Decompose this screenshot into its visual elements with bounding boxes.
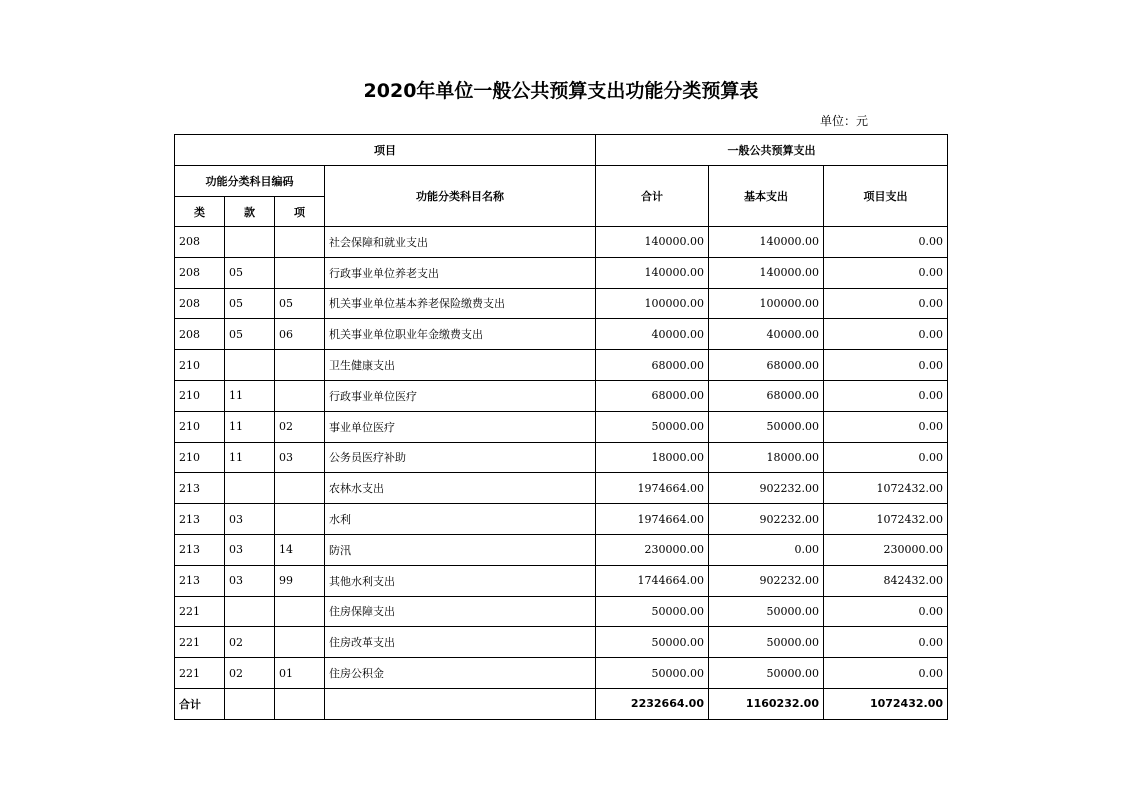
cell-basic: 0.00 — [709, 534, 824, 565]
cell-total: 140000.00 — [596, 257, 709, 288]
cell-project: 0.00 — [824, 411, 948, 442]
cell-kuan — [225, 596, 275, 627]
cell-kuan: 03 — [225, 504, 275, 535]
table-row — [175, 257, 948, 288]
cell-lei: 210 — [175, 350, 225, 381]
cell-lei: 210 — [175, 442, 225, 473]
cell-name: 防汛 — [325, 534, 596, 565]
cell-lei: 221 — [175, 627, 225, 658]
table-row — [175, 350, 948, 381]
cell-lei: 208 — [175, 319, 225, 350]
cell-name: 卫生健康支出 — [325, 350, 596, 381]
cell-total: 100000.00 — [596, 288, 709, 319]
cell-kuan: 03 — [225, 565, 275, 596]
budget-table — [174, 134, 948, 720]
cell-name: 社会保障和就业支出 — [325, 227, 596, 258]
cell-name: 机关事业单位职业年金缴费支出 — [325, 319, 596, 350]
cell-kuan: 05 — [225, 257, 275, 288]
cell-project: 0.00 — [824, 627, 948, 658]
cell-basic: 100000.00 — [709, 288, 824, 319]
cell-total: 68000.00 — [596, 380, 709, 411]
header-xiang: 项 — [275, 197, 325, 227]
cell-xiang: 06 — [275, 319, 325, 350]
cell-basic: 902232.00 — [709, 473, 824, 504]
cell-project: 0.00 — [824, 257, 948, 288]
cell-name: 公务员医疗补助 — [325, 442, 596, 473]
header-total: 合计 — [596, 166, 709, 227]
cell-xiang: 14 — [275, 534, 325, 565]
cell-project: 1072432.00 — [824, 473, 948, 504]
table-row — [175, 534, 948, 565]
cell-xiang: 05 — [275, 288, 325, 319]
cell-total: 230000.00 — [596, 534, 709, 565]
cell-basic: 140000.00 — [709, 227, 824, 258]
cell-kuan — [225, 473, 275, 504]
table-row — [175, 596, 948, 627]
cell-kuan: 11 — [225, 442, 275, 473]
cell-lei: 221 — [175, 596, 225, 627]
cell-kuan — [225, 350, 275, 381]
header-kuan: 款 — [225, 197, 275, 227]
cell-project: 0.00 — [824, 227, 948, 258]
cell-total: 50000.00 — [596, 596, 709, 627]
header-project: 项目 — [175, 135, 596, 166]
cell-kuan: 02 — [225, 627, 275, 658]
cell-lei: 213 — [175, 534, 225, 565]
cell-basic: 40000.00 — [709, 319, 824, 350]
cell-xiang — [275, 380, 325, 411]
cell-project: 0.00 — [824, 596, 948, 627]
header-general-budget: 一般公共预算支出 — [596, 135, 948, 166]
cell-xiang: 01 — [275, 658, 325, 689]
table-row — [175, 504, 948, 535]
cell-name: 住房保障支出 — [325, 596, 596, 627]
cell-xiang — [275, 350, 325, 381]
cell-xiang — [275, 257, 325, 288]
cell-basic: 140000.00 — [709, 257, 824, 288]
cell-xiang: 02 — [275, 411, 325, 442]
table-row — [175, 658, 948, 689]
cell-project: 230000.00 — [824, 534, 948, 565]
cell-kuan: 05 — [225, 288, 275, 319]
cell-lei: 213 — [175, 473, 225, 504]
cell-lei: 210 — [175, 380, 225, 411]
table-row — [175, 288, 948, 319]
cell-total: 40000.00 — [596, 319, 709, 350]
cell-lei: 210 — [175, 411, 225, 442]
cell-kuan: 05 — [225, 319, 275, 350]
cell-name: 机关事业单位基本养老保险缴费支出 — [325, 288, 596, 319]
cell-project: 0.00 — [824, 658, 948, 689]
table-row — [175, 411, 948, 442]
table-row — [175, 380, 948, 411]
cell-project: 1072432.00 — [824, 504, 948, 535]
cell-lei: 221 — [175, 658, 225, 689]
cell-kuan: 02 — [225, 658, 275, 689]
cell-name: 农林水支出 — [325, 473, 596, 504]
table-row — [175, 227, 948, 258]
cell-total: 1744664.00 — [596, 565, 709, 596]
cell-total: 1974664.00 — [596, 473, 709, 504]
cell-total: 140000.00 — [596, 227, 709, 258]
page-title: 2020年单位一般公共预算支出功能分类预算表 — [363, 80, 759, 102]
header-name: 功能分类科目名称 — [325, 166, 596, 227]
total-xiang — [275, 688, 325, 719]
cell-lei: 213 — [175, 504, 225, 535]
total-kuan — [225, 688, 275, 719]
unit-label: 单位：元 — [820, 114, 869, 128]
total-basic: 1160232.00 — [709, 688, 824, 719]
cell-xiang — [275, 596, 325, 627]
cell-total: 1974664.00 — [596, 504, 709, 535]
cell-basic: 50000.00 — [709, 658, 824, 689]
cell-total: 50000.00 — [596, 411, 709, 442]
cell-xiang — [275, 627, 325, 658]
table-row — [175, 565, 948, 596]
table-row — [175, 473, 948, 504]
total-name — [325, 688, 596, 719]
table-body — [175, 227, 948, 689]
cell-xiang: 03 — [275, 442, 325, 473]
cell-basic: 68000.00 — [709, 380, 824, 411]
table-row — [175, 442, 948, 473]
cell-project: 0.00 — [824, 288, 948, 319]
cell-name: 行政事业单位医疗 — [325, 380, 596, 411]
cell-project: 0.00 — [824, 319, 948, 350]
cell-xiang — [275, 227, 325, 258]
cell-kuan: 11 — [225, 380, 275, 411]
cell-kuan — [225, 227, 275, 258]
cell-project: 0.00 — [824, 350, 948, 381]
cell-basic: 902232.00 — [709, 504, 824, 535]
cell-total: 50000.00 — [596, 627, 709, 658]
cell-basic: 68000.00 — [709, 350, 824, 381]
header-project-exp: 项目支出 — [824, 166, 948, 227]
cell-name: 住房改革支出 — [325, 627, 596, 658]
cell-lei: 208 — [175, 227, 225, 258]
cell-project: 842432.00 — [824, 565, 948, 596]
cell-basic: 902232.00 — [709, 565, 824, 596]
cell-xiang: 99 — [275, 565, 325, 596]
total-project: 1072432.00 — [824, 688, 948, 719]
table-row — [175, 627, 948, 658]
cell-basic: 50000.00 — [709, 411, 824, 442]
cell-total: 50000.00 — [596, 658, 709, 689]
total-label: 合计 — [175, 688, 225, 719]
cell-lei: 208 — [175, 288, 225, 319]
cell-name: 事业单位医疗 — [325, 411, 596, 442]
cell-name: 其他水利支出 — [325, 565, 596, 596]
header-basic: 基本支出 — [709, 166, 824, 227]
cell-name: 住房公积金 — [325, 658, 596, 689]
cell-kuan: 03 — [225, 534, 275, 565]
cell-xiang — [275, 504, 325, 535]
cell-xiang — [275, 473, 325, 504]
total-row — [175, 688, 948, 719]
cell-basic: 50000.00 — [709, 627, 824, 658]
total-sum: 2232664.00 — [596, 688, 709, 719]
cell-project: 0.00 — [824, 442, 948, 473]
cell-total: 68000.00 — [596, 350, 709, 381]
header-lei: 类 — [175, 197, 225, 227]
cell-basic: 50000.00 — [709, 596, 824, 627]
cell-kuan: 11 — [225, 411, 275, 442]
cell-lei: 208 — [175, 257, 225, 288]
cell-total: 18000.00 — [596, 442, 709, 473]
table-row — [175, 319, 948, 350]
cell-name: 水利 — [325, 504, 596, 535]
cell-basic: 18000.00 — [709, 442, 824, 473]
cell-name: 行政事业单位养老支出 — [325, 257, 596, 288]
header-code-group: 功能分类科目编码 — [175, 166, 325, 197]
cell-lei: 213 — [175, 565, 225, 596]
cell-project: 0.00 — [824, 380, 948, 411]
